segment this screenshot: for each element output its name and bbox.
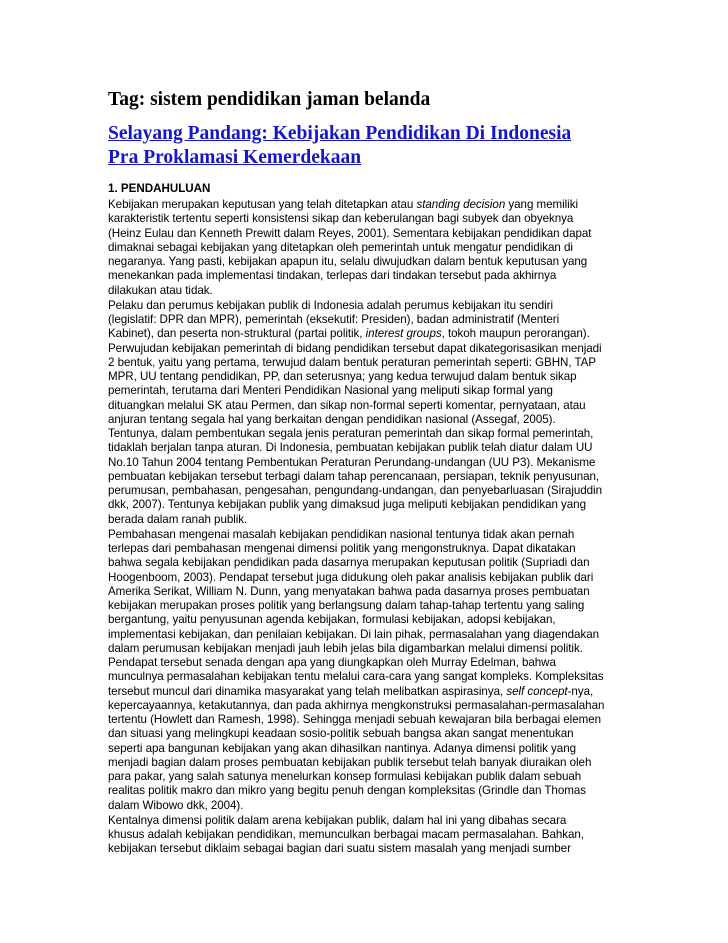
paragraph-line	[108, 656, 624, 670]
text-run: dilakukan atau tidak.	[108, 283, 213, 297]
paragraph-line	[108, 441, 624, 455]
text-run: Hoogenboom, 2003). Pendapat tersebut juga didukung oleh pakar analisis kebijakan publik dari	[108, 570, 594, 584]
section-heading: 1. PENDAHULUAN	[108, 182, 211, 195]
paragraph-line	[108, 713, 624, 727]
paragraph-line	[108, 599, 624, 613]
text-run: dituangkan melalui SK atau Permen, dan sikap non-formal seperti komentar, pernyataan, atau	[108, 398, 586, 412]
text-run: Pendapat tersebut senada dengan apa yang diungkapkan oleh Murray Edelman, bahwa	[108, 656, 556, 669]
paragraph-line	[108, 571, 624, 585]
text-run: 2 bentuk, yaitu yang pertama, terwujud dalam bentuk peraturan pemerintah seperti: GBHN, TAP	[108, 355, 597, 369]
paragraph-line	[108, 613, 624, 627]
paragraph-line	[108, 427, 624, 441]
paragraph-line	[108, 542, 624, 556]
paragraph-line	[108, 513, 624, 527]
paragraph-line	[108, 799, 624, 813]
text-run: yang memiliki	[505, 198, 578, 211]
text-run: tertentu (Howlett dan Ramesh, 1998). Sehingga menjadi sebuah kewajaran bila berbagai elemen	[108, 713, 602, 726]
text-run: dalam Wibowo dkk, 2004).	[108, 798, 244, 812]
text-run: terlepas dari pembahasan mengenai dimensi politik yang mengonstruknya. Dapat dikatakan	[108, 542, 576, 555]
text-run: (legislatif: DPR dan MPR), pemerintah (eksekutif: Presiden), badan administratif (Menteri	[108, 313, 560, 326]
paragraph-line	[108, 670, 624, 684]
text-run: (Heinz Eulau dan Kenneth Prewitt dalam Reyes, 2001). Sementara kebijakan pendidikan dapat	[108, 226, 592, 240]
text-run: tidaklah berjalan tanpa aturan. Di Indonesia, pembuatan kebijakan publik telah diatur dalam UU	[108, 441, 593, 455]
paragraph-line	[108, 742, 624, 756]
text-run: seperti apa bangunan kebijakan yang akan dihasilkan nantinya. Adanya dimensi politik yang	[108, 741, 577, 755]
text-run: , tokoh maupun perorangan).	[441, 327, 590, 341]
paragraph-line	[108, 498, 624, 512]
paragraph-line	[108, 299, 624, 313]
paragraph-line	[108, 842, 624, 856]
text-run: menjadi bagian dalam proses pembuatan kebijakan publik tersebut telah banyak diuraikan oleh	[108, 755, 592, 769]
paragraph-line	[108, 556, 624, 570]
text-run: khusus adalah kebijakan pendidikan, memunculkan berbagai macam permasalahan. Bahkan,	[108, 828, 584, 841]
text-run: Pelaku dan perumus kebijakan publik di Indonesia adalah perumus kebijakan itu sendiri	[108, 298, 553, 312]
text-run: bergantung, yaitu penyusunan agenda kebijakan, formulasi kebijakan, adopsi kebijakan,	[108, 613, 556, 627]
text-run: dan situasi yang melingkupi keadaan sosio-politik sebuah bangsa akan sangat menentukan	[108, 727, 574, 741]
paragraph-line	[108, 628, 624, 642]
paragraph-line	[108, 727, 624, 741]
document-page	[108, 88, 624, 858]
tag-title: Tag: sistem pendidikan jaman belanda	[108, 89, 431, 110]
text-run: munculnya permasalahan kebijakan tentu melalui cara-cara yang sangat kompleks. Kompleksitas	[108, 670, 604, 684]
paragraph-line	[108, 399, 624, 413]
paragraph-line	[108, 356, 624, 370]
text-run: Kentalnya dimensi politik dalam arena kebijakan publik, dalam hal ini yang dibahas secara	[108, 813, 567, 827]
text-run: pembuatan kebijakan tersebut terbagi dalam tahap perencanaan, persiapan, teknik penyusunan,	[108, 469, 600, 483]
text-run: implementasi kebijakan, dan penilaian kebijakan. Di lain pihak, permasalahan yang diagendakan	[108, 627, 599, 641]
text-run: dalam perumusan kebijakan menjadi jauh lebih jelas bila digambarkan melalui dimensi politik.	[108, 641, 583, 655]
text-run: berada dalam ranah publik.	[108, 512, 248, 526]
text-run: tersebut muncul dari dinamika masyarakat yang telah melibatkan aspirasinya,	[108, 684, 507, 698]
paragraph-line	[108, 828, 624, 842]
text-run: realitas politik makro dan mikro yang begitu penuh dengan kompleksitas (Grindle dan Thomas	[108, 784, 586, 798]
italic-term: interest groups	[365, 327, 442, 341]
paragraph-line	[108, 370, 624, 384]
text-run: Kebijakan merupakan keputusan yang telah ditetapkan atau	[108, 198, 417, 211]
paragraph-line	[108, 814, 624, 828]
paragraph-line	[108, 269, 624, 283]
paragraph-line	[108, 456, 624, 470]
paragraph-line	[108, 699, 624, 713]
paragraph-line	[108, 212, 624, 226]
paragraph-line	[108, 313, 624, 327]
italic-term: standing decision	[416, 198, 506, 211]
text-run: Amerika Serikat, William N. Dunn, yang menyatakan bahwa pada dasarnya proses pembuatan	[108, 584, 590, 598]
paragraph-line	[108, 241, 624, 255]
text-run: pemerintah, terutama dari Menteri Pendidikan Nasional yang meliputi sikap formal yang	[108, 384, 553, 398]
paragraph-line	[108, 255, 624, 269]
text-run: karakteristik tertentu seperti konsistensi sikap dan keberulangan bagi subyek dan obyeknya	[108, 212, 574, 226]
text-run: -nya,	[567, 684, 594, 698]
text-run: Tentunya, dalam pembentukan segala jenis peraturan pemerintah dan sikap formal pemerintah,	[108, 427, 594, 440]
text-run: bahwa segala kebijakan pendidikan pada dasarnya merupakan keputusan politik (Supriadi dan	[108, 556, 590, 570]
text-run: MPR, UU tentang pendidikan, PP, dan seterusnya; yang kedua terwujud dalam bentuk sikap	[108, 370, 577, 383]
text-run: No.10 Tahun 2004 tentang Pembentukan Peraturan Perundang-undangan (UU P3). Mekanisme	[108, 455, 596, 469]
paragraph-line	[108, 528, 624, 542]
paragraph-line	[108, 784, 624, 798]
text-run: negaranya. Yang pasti, kebijakan apapun itu, selalu diwujudkan dalam bentuk keputusan yang	[108, 255, 588, 268]
paragraph-line	[108, 756, 624, 770]
article-title-link[interactable]	[108, 122, 624, 170]
paragraph-line	[108, 484, 624, 498]
text-run: menekankan pada implementasi tindakan, terlepas dari tindakan tersebut pada akhirnya	[108, 269, 557, 283]
text-run: dimaknai sebagai kebijakan yang ditetapkan oleh pemerintah untuk mengatur pendidikan di	[108, 240, 573, 254]
paragraph-line	[108, 342, 624, 356]
article-title-line[interactable]: Pra Proklamasi Kemerdekaan	[108, 147, 362, 168]
text-run: Kabinet), dan peserta non-struktural (partai politik,	[108, 327, 366, 341]
paragraph	[108, 299, 624, 527]
paragraph-line	[108, 384, 624, 398]
paragraph-line	[108, 770, 624, 784]
paragraph-line	[108, 327, 624, 341]
paragraph	[108, 528, 624, 813]
text-run: kepercayaannya, ketakutannya, dan pada akhirnya mengkonstruksi permasalahan-permasalahan	[108, 698, 605, 712]
paragraph-line	[108, 585, 624, 599]
text-run: Pembahasan mengenai masalah kebijakan pendidikan nasional tentunya tidak akan pernah	[108, 527, 575, 541]
paragraph-line	[108, 227, 624, 241]
text-run: dkk, 2007). Tentunya kebijakan publik yang dimaksud juga meliputi kebijakan pendidikan yang	[108, 498, 586, 512]
text-run: para pakar, yang salah satunya menelurkan konsep formulasi kebijakan publik dalam sebuah	[108, 770, 582, 783]
text-run: anjuran tentang segala hal yang berkaitan dengan pendidikan nasional (Assegaf, 2005).	[108, 412, 556, 426]
text-run: kebijakan merupakan proses politik yang berlangsung dalam tahap-tahap tertentu yang saling	[108, 599, 585, 612]
paragraph-line	[108, 284, 624, 298]
paragraph-line	[108, 642, 624, 656]
article-title-line[interactable]: Selayang Pandang: Kebijakan Pendidikan Di Indonesia	[108, 123, 572, 144]
text-run: kebijakan tersebut diklaim sebagai bagian dari suatu sistem masalah yang menjadi sumber	[108, 842, 571, 856]
article-body	[108, 198, 624, 857]
paragraph-line	[108, 685, 624, 699]
paragraph-line	[108, 413, 624, 427]
paragraph-line	[108, 470, 624, 484]
text-run: Perwujudan kebijakan pemerintah di bidang pendidikan tersebut dapat dikategorisasikan menjadi	[108, 341, 602, 355]
text-run: perumusan, pembahasan, pengesahan, pengundang-undangan, dan penyebarluasan (Sirajuddin	[108, 484, 602, 497]
paragraph	[108, 814, 624, 857]
paragraph-line	[108, 198, 624, 212]
italic-term: self concept	[506, 684, 568, 698]
paragraph	[108, 198, 624, 298]
